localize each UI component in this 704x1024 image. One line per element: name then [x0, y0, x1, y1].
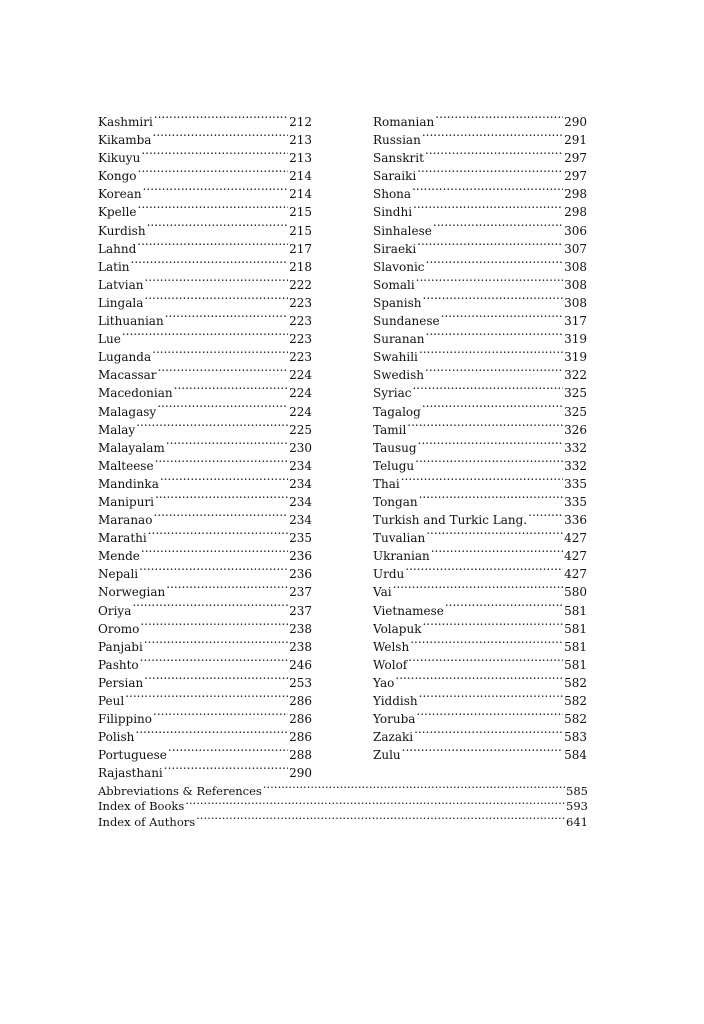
toc-entry-name: Luganda	[98, 350, 152, 365]
toc-entry-page: 225	[289, 422, 312, 437]
dot-leader	[144, 669, 288, 687]
toc-entry	[373, 669, 587, 690]
toc-entry-page: 212	[289, 115, 312, 129]
toc-entry-page: 581	[564, 639, 587, 654]
toc-entry-name: Tuvalian	[373, 531, 426, 546]
dot-leader	[122, 325, 288, 343]
dot-leader	[140, 651, 288, 669]
dot-leader	[416, 705, 563, 723]
toc-entry-page: 427	[564, 531, 587, 546]
dot-leader	[395, 669, 563, 687]
toc-entry-name: Pashto	[98, 657, 139, 672]
toc-entry-name: Spanish	[373, 295, 422, 310]
toc-entry-page: 308	[564, 259, 587, 274]
toc-entry-name: Index of Books	[98, 799, 185, 813]
dot-leader	[419, 687, 563, 705]
toc-entry-name: Zazaki	[373, 730, 414, 745]
dot-leader	[168, 741, 288, 759]
dot-leader	[154, 108, 288, 126]
toc-entry-page: 224	[289, 404, 312, 419]
toc-entry-name: Portuguese	[98, 748, 167, 763]
dot-leader	[435, 108, 563, 126]
dot-leader	[431, 542, 563, 560]
dot-leader	[413, 198, 563, 216]
toc-entry-page: 582	[564, 694, 587, 708]
dot-leader	[144, 271, 288, 289]
toc-entry	[373, 560, 587, 582]
toc-entry-name: Korean	[98, 187, 142, 202]
toc-entry	[98, 343, 312, 365]
toc-entry-name: Kashmiri	[98, 115, 153, 129]
dot-leader	[152, 126, 288, 144]
toc-entry-name: Kpelle	[98, 205, 137, 220]
toc-entry-name: Kurdish	[98, 223, 146, 238]
dot-leader	[433, 217, 563, 235]
toc-entry-name: Malagasy	[98, 404, 157, 419]
toc-entry-page: 237	[289, 603, 312, 618]
dot-leader	[139, 560, 288, 578]
toc-entry-page: 336	[564, 513, 587, 528]
toc-entry-page: 253	[289, 675, 312, 690]
dot-leader	[164, 759, 288, 777]
dot-leader	[141, 144, 288, 162]
dot-leader	[158, 361, 289, 379]
dot-leader	[148, 524, 288, 542]
toc-entry-name: Ukranian	[373, 549, 430, 564]
toc-entry-page: 214	[289, 169, 312, 184]
toc-entry-page: 290	[564, 115, 587, 129]
toc-entry-name: Vietnamese	[373, 603, 444, 618]
toc-entry-name: Oromo	[98, 621, 140, 636]
toc-entry-name: Polish	[98, 730, 135, 745]
toc-entry-name: Wolof	[373, 657, 408, 672]
toc-entry	[373, 597, 587, 618]
toc-entry	[98, 253, 312, 274]
toc-entry-page: 297	[564, 169, 587, 184]
toc-entry-name: Index of Authors	[98, 814, 196, 829]
toc-entry-name: Yoruba	[373, 712, 416, 727]
toc-entry-name: Romanian	[373, 115, 435, 129]
dot-leader	[393, 578, 564, 596]
toc-entry-name: Mandinka	[98, 476, 159, 491]
toc-entry-page: 581	[564, 621, 587, 636]
toc-entry-page: 335	[564, 476, 587, 491]
dot-leader	[143, 180, 289, 198]
toc-entry-page: 223	[289, 314, 312, 329]
toc-entry-name: Malteese	[98, 458, 154, 473]
dot-leader	[263, 779, 565, 795]
dot-leader	[137, 235, 288, 253]
toc-entry-name: Tausug	[373, 440, 417, 455]
toc-entry-page: 217	[289, 241, 312, 256]
toc-entry-page: 585	[566, 783, 588, 798]
toc-entry-page: 317	[564, 314, 587, 329]
dot-leader	[144, 289, 288, 307]
toc-entry-name: Sindhi	[373, 205, 413, 220]
toc-entry-name: Swahili	[373, 350, 418, 365]
toc-entry-page: 584	[564, 748, 587, 763]
toc-entry-page: 583	[564, 730, 587, 745]
toc-entry-name: Kongo	[98, 169, 137, 184]
toc-entry-page: 291	[564, 133, 587, 148]
toc-entry-page: 580	[564, 585, 587, 600]
toc-entry-name: Maranao	[98, 513, 153, 528]
toc-entry-name: Thai	[373, 476, 400, 491]
toc-entry-name: Macedonian	[98, 386, 173, 401]
toc-entry-page: 308	[564, 277, 587, 292]
toc-entry-page: 288	[289, 748, 312, 763]
toc-entry	[373, 488, 587, 509]
dot-leader	[425, 144, 563, 162]
toc-entry-page: 235	[289, 531, 312, 546]
toc-entry-page: 290	[289, 766, 312, 781]
toc-entry-name: Slavonic	[373, 259, 425, 274]
toc-entry-name: Malay	[98, 422, 136, 437]
toc-entry-page: 234	[289, 458, 312, 473]
dot-leader	[153, 506, 288, 524]
toc-entry-name: Malayalam	[98, 440, 165, 455]
toc-entry-page: 223	[289, 350, 312, 365]
toc-entry-name: Vai	[373, 585, 392, 600]
dot-leader	[423, 289, 564, 307]
dot-leader	[415, 452, 563, 470]
dot-leader	[422, 615, 563, 633]
toc-entry-page: 237	[289, 585, 312, 600]
dot-leader	[414, 723, 563, 741]
dot-leader	[155, 488, 288, 506]
dot-leader	[405, 560, 563, 578]
toc-entry-name: Turkish and Turkic Lang.	[373, 513, 528, 528]
toc-entry-name: Russian	[373, 133, 421, 148]
toc-entry-page: 427	[564, 549, 587, 564]
toc-entry-name: Telugu	[373, 458, 415, 473]
dot-leader	[132, 597, 288, 615]
toc-entry-page: 581	[564, 603, 587, 618]
toc-entry-name: Rajasthani	[98, 766, 163, 781]
toc-entry-page: 319	[564, 332, 587, 347]
dot-leader	[144, 633, 288, 651]
toc-entry-name: Kikamba	[98, 133, 152, 148]
toc-entry-page: 427	[564, 567, 587, 582]
dot-leader	[425, 361, 563, 379]
toc-entry-page: 215	[289, 205, 312, 220]
toc-entry	[98, 108, 312, 129]
toc-entry-page: 218	[289, 259, 312, 274]
toc-entry-name: Somali	[373, 277, 415, 292]
dot-leader	[165, 307, 288, 325]
toc-entry-page: 214	[289, 187, 312, 202]
dot-leader	[419, 343, 563, 361]
toc-entry	[98, 325, 312, 347]
toc-entry	[98, 271, 312, 292]
dot-leader	[166, 434, 288, 452]
toc-entry-name: Sinhalese	[373, 223, 432, 238]
dot-leader	[412, 180, 563, 198]
dot-leader	[141, 542, 288, 560]
toc-entry	[373, 687, 587, 708]
toc-entry-page: 326	[564, 422, 587, 437]
toc-entry-name: Macassar	[98, 368, 157, 383]
toc-entry-name: Lithuanian	[98, 314, 164, 329]
toc-left-column	[98, 108, 312, 781]
toc-entry	[98, 687, 312, 708]
dot-leader	[135, 723, 288, 741]
toc-entry-page: 234	[289, 494, 312, 509]
dot-leader	[412, 379, 563, 397]
toc-entry-name: Abbreviations & References	[98, 783, 262, 798]
toc-entry-name: Persian	[98, 675, 144, 690]
dot-leader	[147, 217, 289, 235]
toc-entry-name: Siraeki	[373, 241, 417, 256]
dot-leader	[153, 705, 288, 723]
toc-entry-name: Zulu	[373, 748, 401, 763]
dot-leader	[419, 488, 564, 506]
dot-leader	[185, 795, 565, 811]
toc-entry-page: 230	[289, 440, 312, 455]
toc-entry-page: 238	[289, 621, 312, 636]
toc-entry-page: 325	[564, 386, 587, 401]
dot-leader	[417, 235, 563, 253]
toc-entry-name: Oriya	[98, 603, 132, 618]
toc-entry-page: 641	[566, 814, 588, 829]
dot-leader	[407, 416, 563, 434]
toc-entry-name: Latin	[98, 259, 130, 274]
toc-entry-page: 213	[289, 133, 312, 148]
toc-entry-name: Swedish	[373, 368, 424, 383]
dot-leader	[138, 198, 289, 216]
toc-entry-name: Manipuri	[98, 494, 154, 509]
toc-entry-page: 319	[564, 350, 587, 365]
toc-entry-page: 332	[564, 458, 587, 473]
toc-entry-name: Sundanese	[373, 314, 440, 329]
toc-entry-name: Marathi	[98, 531, 147, 546]
dot-leader	[416, 271, 563, 289]
toc-entry-name: Kikuyu	[98, 151, 141, 166]
toc-entry-name: Sanskrit	[373, 151, 424, 166]
dot-leader	[196, 810, 565, 826]
toc-entry	[98, 779, 588, 798]
toc-entry-name: Yao	[373, 675, 395, 690]
dot-leader	[402, 741, 563, 759]
toc-entry-page: 246	[289, 657, 312, 672]
dot-leader	[166, 578, 288, 596]
toc-entry-page: 581	[564, 657, 587, 672]
toc-entry-name: Mende	[98, 549, 140, 564]
toc-entry-name: Panjabi	[98, 639, 143, 654]
toc-entry-name: Norwegian	[98, 585, 166, 600]
dot-leader	[445, 597, 563, 615]
toc-entry-name: Latvian	[98, 277, 144, 292]
toc-entry-name: Shona	[373, 187, 412, 202]
dot-leader	[417, 162, 563, 180]
toc-entry-name: Nepali	[98, 567, 139, 582]
toc-entry-page: 306	[564, 223, 587, 238]
dot-leader	[426, 253, 564, 271]
dot-leader	[138, 162, 289, 180]
toc-entry-name: Lahnd	[98, 241, 137, 256]
dot-leader	[408, 651, 563, 669]
toc-entry-page: 223	[289, 332, 312, 347]
toc-entry-page: 307	[564, 241, 587, 256]
dot-leader	[422, 398, 563, 416]
dot-leader	[418, 434, 564, 452]
dot-leader	[136, 416, 288, 434]
toc-entry-page: 215	[289, 223, 312, 238]
toc-entry-page: 286	[289, 730, 312, 745]
toc-entry-page: 213	[289, 151, 312, 166]
dot-leader	[441, 307, 563, 325]
toc-entry-page: 224	[289, 386, 312, 401]
toc-entry-name: Volapuk	[373, 621, 422, 636]
toc-entry-page: 298	[564, 187, 587, 202]
toc-entry-name: Tamil	[373, 422, 407, 437]
toc-entry-page: 297	[564, 151, 587, 166]
toc-entry-name: Tongan	[373, 494, 418, 509]
toc-entry-page: 322	[564, 368, 587, 383]
dot-leader	[157, 398, 288, 416]
toc-entry-page: 236	[289, 549, 312, 564]
toc-entry-page: 234	[289, 513, 312, 528]
toc-entry-page: 298	[564, 205, 587, 220]
toc-entry-page: 332	[564, 440, 587, 455]
dot-leader	[425, 325, 563, 343]
dot-leader	[131, 253, 289, 271]
dot-leader	[528, 506, 563, 524]
toc-entry-page: 234	[289, 476, 312, 491]
toc-entry-page: 223	[289, 295, 312, 310]
dot-leader	[155, 452, 289, 470]
dot-leader	[426, 524, 563, 542]
toc-entry-page: 236	[289, 567, 312, 582]
dot-leader	[422, 126, 563, 144]
toc-entry-page: 308	[564, 295, 587, 310]
dot-leader	[410, 633, 563, 651]
dot-leader	[160, 470, 288, 488]
toc-entry-name: Welsh	[373, 639, 410, 654]
toc-entry-page: 238	[289, 639, 312, 654]
toc-entry-name: Lingala	[98, 295, 144, 310]
dot-leader	[152, 343, 288, 361]
toc-entry-page: 325	[564, 404, 587, 419]
dot-leader	[125, 687, 288, 705]
toc-entry	[373, 108, 587, 129]
dot-leader	[401, 470, 563, 488]
toc-entry-page: 286	[289, 712, 312, 727]
toc-entry-name: Lue	[98, 332, 121, 347]
toc-entry	[373, 741, 587, 763]
toc-entry	[373, 470, 587, 491]
toc-entry-name: Suranan	[373, 332, 425, 347]
toc-entry-name: Urdu	[373, 567, 405, 582]
toc-entry-name: Yiddish	[373, 694, 418, 708]
dot-leader	[174, 379, 288, 397]
toc-entry	[98, 705, 312, 727]
toc-bottom-entries	[98, 779, 588, 829]
toc-entry-name: Saraiki	[373, 169, 417, 184]
toc-entry-page: 582	[564, 675, 587, 690]
toc-entry-name: Filippino	[98, 712, 152, 727]
toc-right-column	[373, 108, 587, 763]
toc-entry-page: 224	[289, 368, 312, 383]
toc-entry-name: Tagalog	[373, 404, 421, 419]
toc-entry-name: Peul	[98, 694, 125, 708]
toc-entry-page: 582	[564, 712, 587, 727]
toc-entry-page: 222	[289, 277, 312, 292]
toc-entry-page: 335	[564, 494, 587, 509]
dot-leader	[140, 615, 288, 633]
toc-entry-page: 286	[289, 694, 312, 708]
toc-entry	[373, 578, 587, 600]
toc-entry-name: Syriac	[373, 386, 412, 401]
toc-entry-page: 593	[566, 799, 588, 813]
